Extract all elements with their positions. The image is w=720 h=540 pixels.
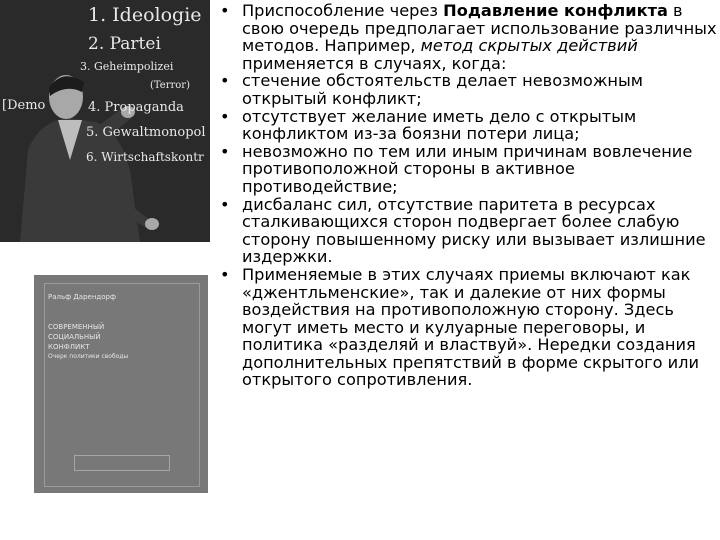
bullet-item [218,108,718,143]
bullet-text: отсутствует желание иметь дело с открытым конфликтом из-за боязни потери лица; [242,106,637,144]
bullet-dot: • [220,141,230,161]
bullet-text: метод скрытых действий [420,36,638,56]
bullet-dot: • [220,264,230,284]
bullet-text: применяется в случаях, когда: [242,53,507,73]
bullet-text: в свою очередь предполагает использование различных методов. Например, [242,1,717,56]
board-line-6: 6. Wirtschaftskontr [86,150,204,164]
bullet-item [218,143,718,196]
board-line-demo: [Demo [2,98,46,113]
lecturer-photo [0,0,210,242]
board-line-4: 4. Propaganda [88,100,184,115]
bullet-dot: • [220,194,230,214]
book-publisher-box [74,455,170,471]
bullet-text: дисбаланс сил, отсутствие паритета в ресурсах сталкивающихся сторон подвергает более слабую сторону повышенному риску или вызывает излишние издержки. [242,194,706,267]
board-line-3: 3. Geheimpolizei [80,60,174,73]
bullet-dot: • [220,106,230,126]
bullet-dot: • [220,1,230,20]
bullet-item [218,196,718,266]
book-title-3: КОНФЛИКТ [48,343,90,351]
board-line-5: 5. Gewaltmonopol [86,125,206,140]
bullet-item [218,72,718,107]
bullet-text: Приспособление через [242,1,444,20]
board-line-3b: (Terror) [150,80,190,91]
book-author: Ральф Дарендорф [48,293,116,301]
board-line-2: 2. Partei [88,34,161,54]
book-title-2: СОЦИАЛЬНЫЙ [48,333,101,341]
bullet-list-column [218,2,718,389]
bullet-text: стечение обстоятельств делает невозможным открытый конфликт; [242,71,643,108]
board-line-1: 1. Ideologie [88,4,202,26]
bullet-item [218,266,718,389]
bullet-list [218,2,718,389]
bullet-text: Подавление конфликта [443,1,668,20]
book-cover [34,275,208,493]
bullet-item [218,2,718,72]
bullet-text: невозможно по тем или иным причинам вовлечение противоположной стороны в активное противодействие; [242,141,693,196]
bullet-text: Применяемые в этих случаях приемы включают как «джентльменские», так и далекие от них формы воздействия на противоположную сторону. Здесь могут иметь место и кулуарные переговоры, и политика «разделяй и властвуй». Нередки создания дополнительных препятствий в форме скрытого или открытого сопротивления. [242,264,700,390]
book-subtitle: Очерк политики свободы [48,353,129,360]
bullet-dot: • [220,71,230,91]
book-title-1: СОВРЕМЕННЫЙ [48,323,105,331]
